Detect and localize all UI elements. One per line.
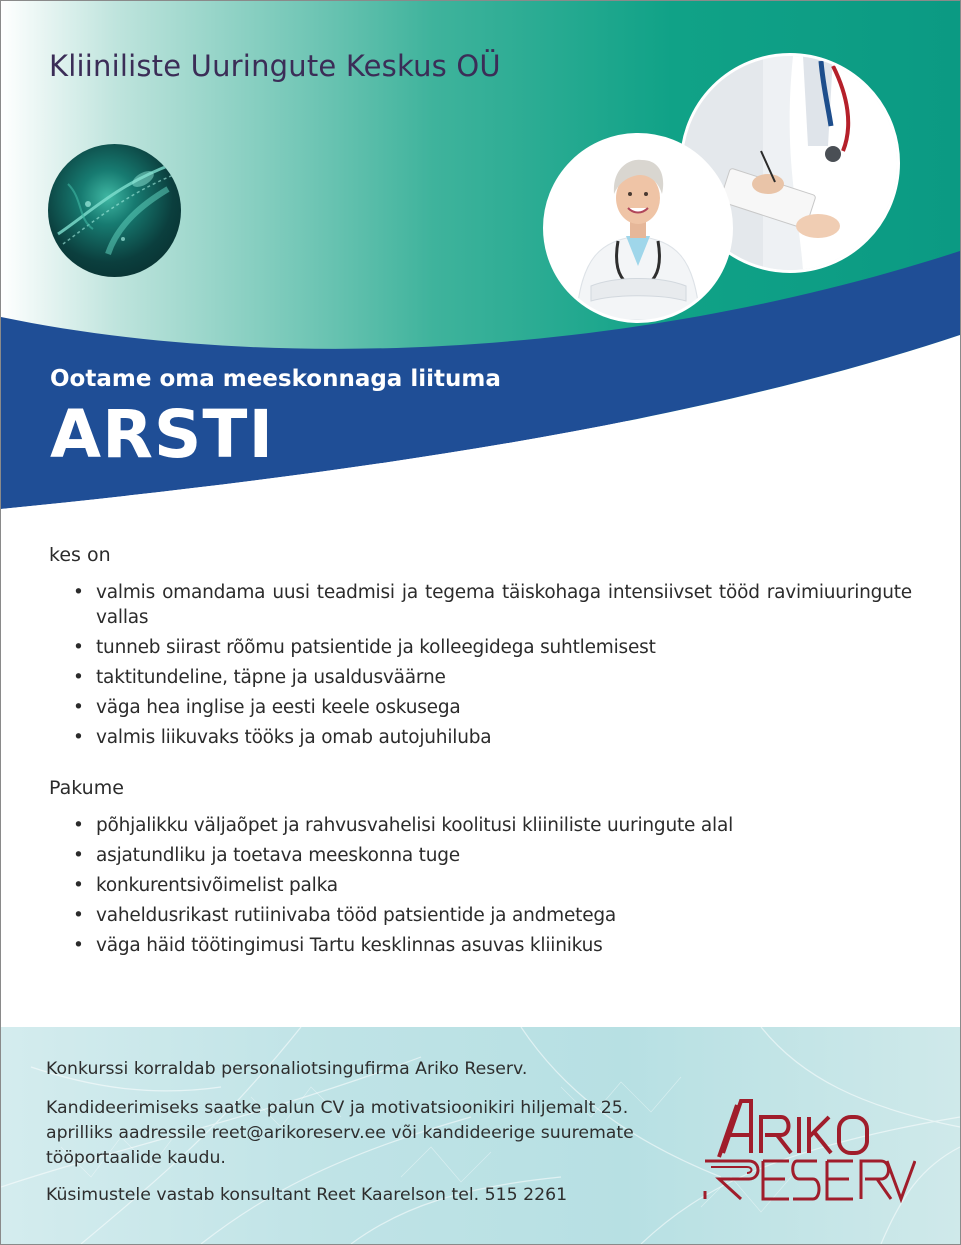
- list-item: [49, 635, 912, 660]
- contact-text: Küsimustele vastab konsultant Reet Kaarelson tel. 515 2261: [46, 1185, 568, 1205]
- job-title: ARSTI: [50, 396, 275, 473]
- application-instructions: Kandideerimiseks saatke palun CV ja motivatsioonikiri hiljemalt 25. aprilliks aadressile reet@arikoreserv.ee või kandideerige suuremate tööportaalide kaudu.: [46, 1098, 634, 1168]
- bullet-icon: •: [73, 667, 84, 688]
- list-item-text: taktitundeline, täpne ja usaldusväärne: [96, 667, 446, 688]
- bullet-icon: •: [73, 637, 84, 658]
- list-item-text: asjatundliku ja toetava meeskonna tuge: [96, 845, 460, 866]
- ad-body: [49, 544, 912, 963]
- bullet-icon: •: [73, 727, 84, 748]
- bullet-icon: •: [73, 875, 84, 896]
- list-item-text: põhjalikku väljaõpet ja rahvusvahelisi koolitusi kliiniliste uuringute alal: [96, 815, 734, 836]
- list-item: [49, 665, 912, 690]
- section-label-offer: Pakume: [49, 777, 124, 799]
- list-item-text: väga hea inglise ja eesti keele oskusega: [96, 697, 461, 718]
- list-item: [49, 695, 912, 720]
- list-item: [49, 813, 912, 838]
- bullet-icon: •: [73, 905, 84, 926]
- list-item-text: konkurentsivõimelist palka: [96, 875, 338, 896]
- list-item-text: väga häid töötingimusi Tartu kesklinnas asuvas kliinikus: [96, 935, 603, 956]
- bullet-icon: •: [73, 845, 84, 866]
- bullet-icon: •: [73, 582, 84, 603]
- list-item-text: tunneb siirast rõõmu patsientide ja kolleegidega suhtlemisest: [96, 637, 656, 658]
- list-item: [49, 843, 912, 868]
- organizer-text: Konkurssi korraldab personaliotsingufirma Ariko Reserv.: [46, 1059, 528, 1079]
- tagline: Ootame oma meeskonnaga liituma: [50, 366, 501, 392]
- requirements-list: [49, 580, 912, 750]
- list-item: [49, 903, 912, 928]
- microscopic-organism-image: [48, 144, 181, 277]
- section-label-who: kes on: [49, 544, 111, 566]
- ariko-reserv-logo: [701, 1095, 916, 1205]
- bullet-icon: •: [73, 697, 84, 718]
- list-item-text: valmis omandama uusi teadmisi ja tegema täiskohaga intensiivset tööd ravimiuuringute vallas: [96, 582, 912, 628]
- list-item-text: vaheldusrikast rutiinivaba tööd patsientide ja andmetega: [96, 905, 617, 926]
- list-item: [49, 873, 912, 898]
- offer-list: [49, 813, 912, 958]
- list-item: [49, 933, 912, 958]
- bullet-icon: •: [73, 815, 84, 836]
- list-item-text: valmis liikuvaks tööks ja omab autojuhiluba: [96, 727, 492, 748]
- list-item: [49, 580, 912, 630]
- company-name: Kliiniliste Uuringute Keskus OÜ: [49, 49, 501, 83]
- bullet-icon: •: [73, 935, 84, 956]
- list-item: [49, 725, 912, 750]
- smiling-female-doctor-photo: [543, 133, 733, 323]
